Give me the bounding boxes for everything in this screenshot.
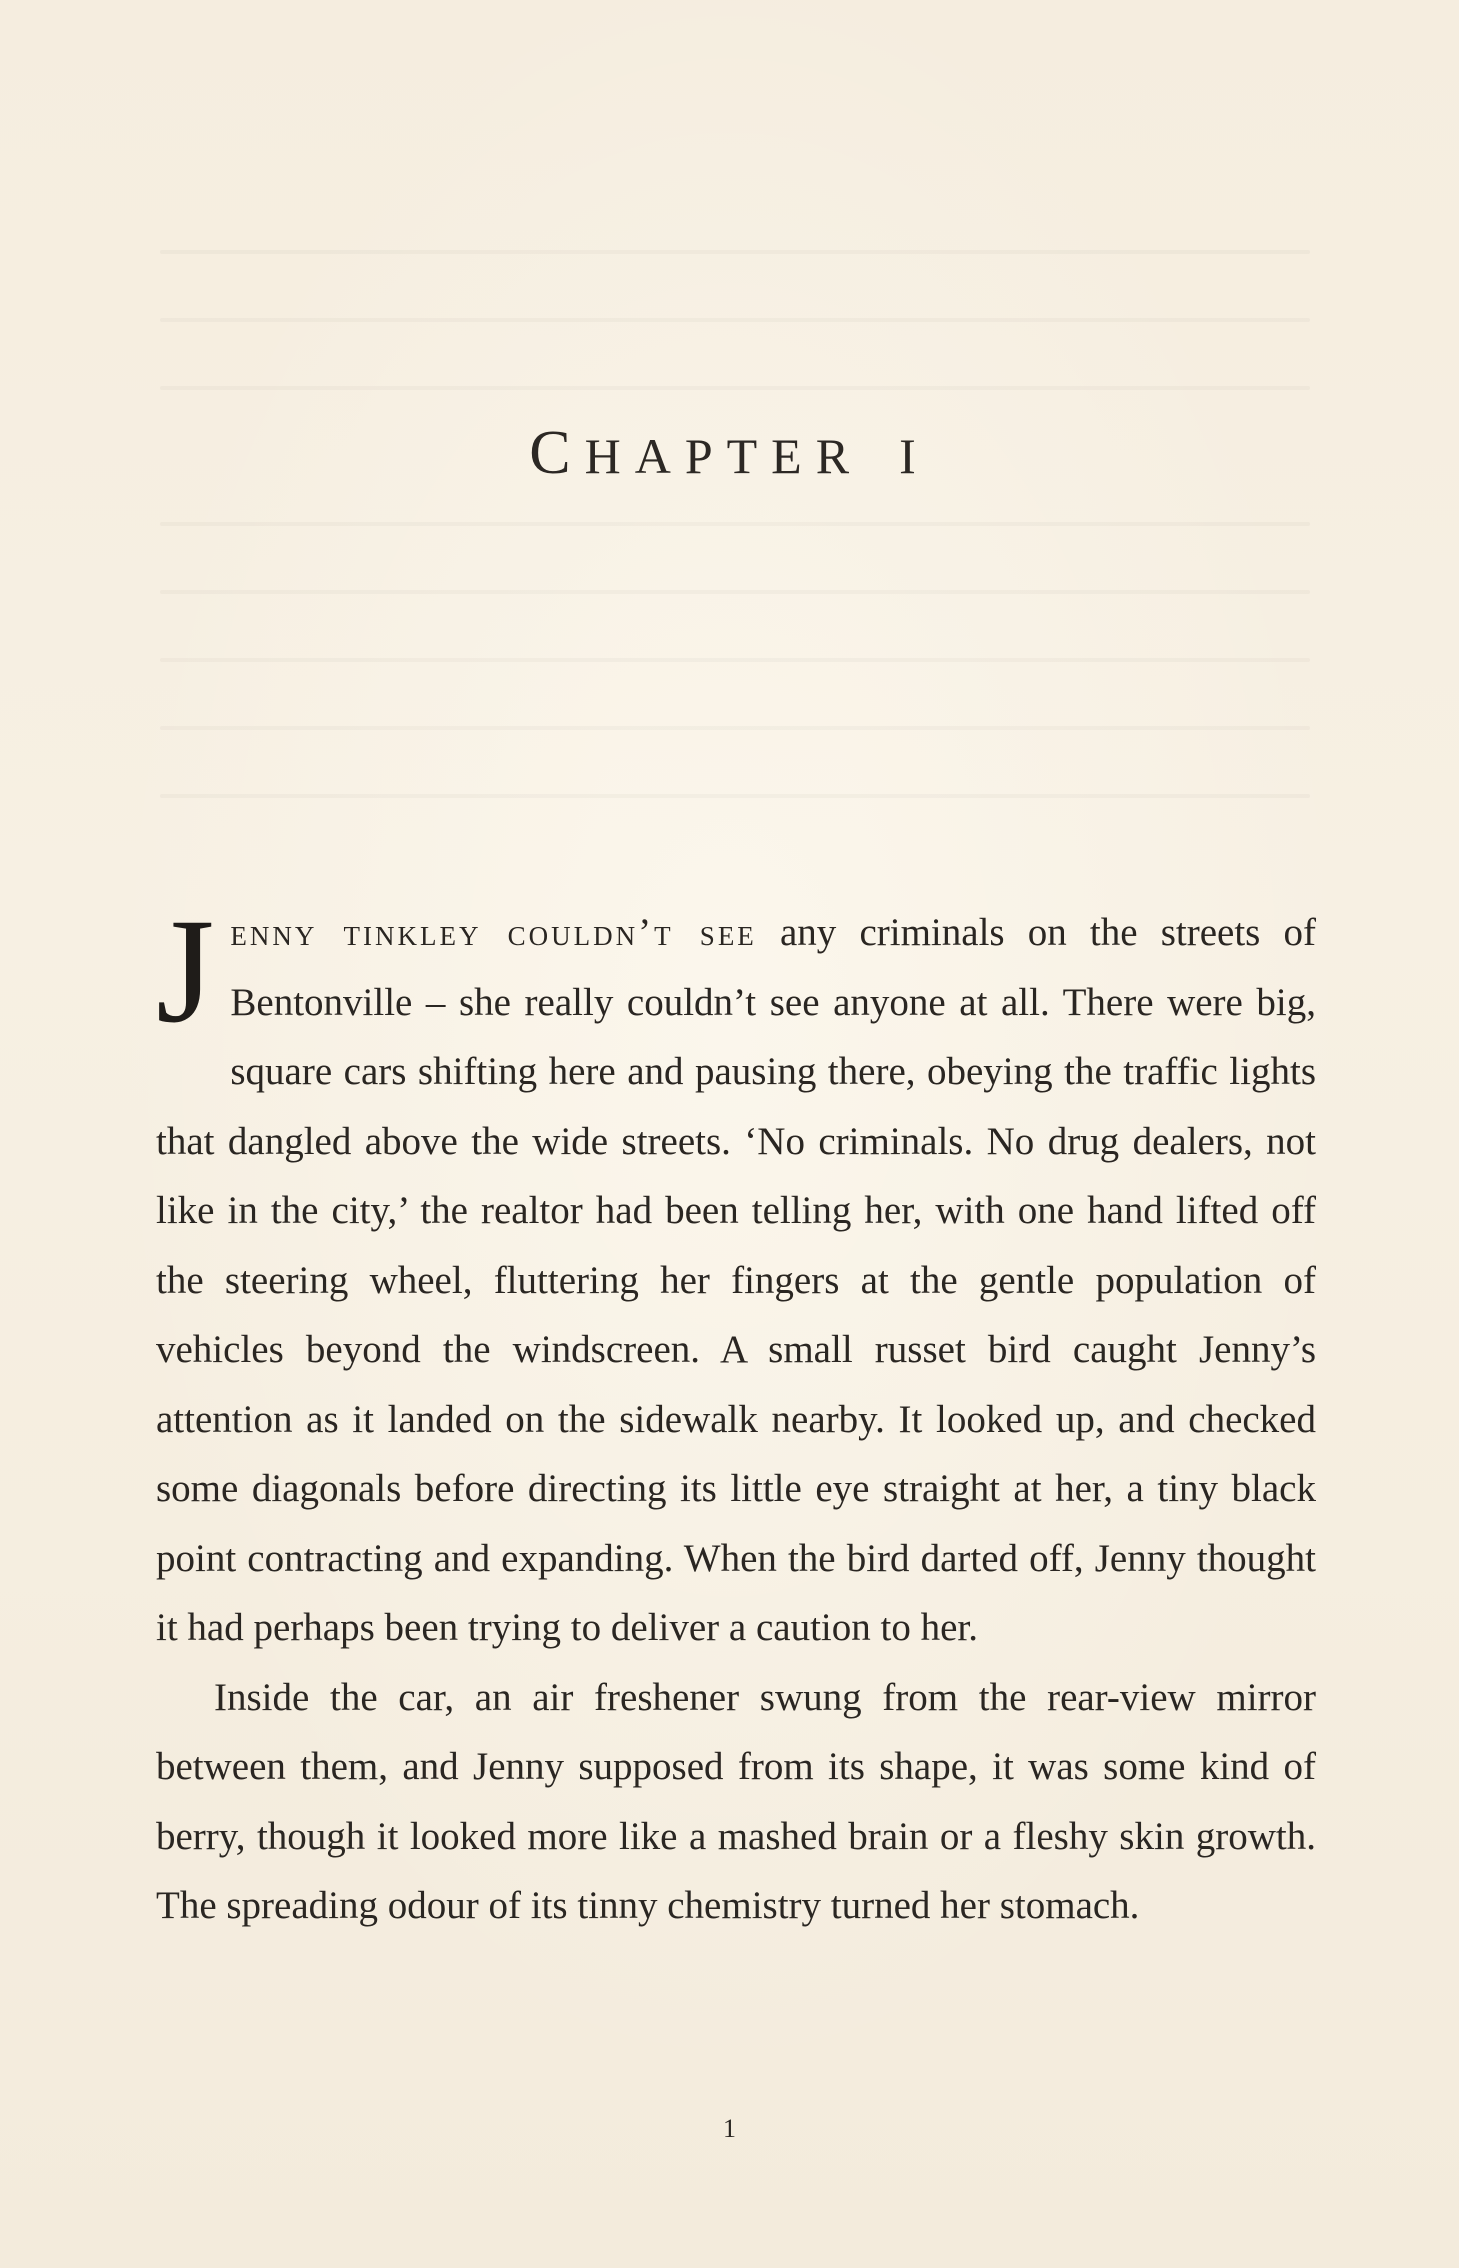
chapter-number: I <box>899 428 930 484</box>
chapter-heading-initial: C <box>529 419 585 487</box>
drop-cap: J <box>156 888 215 1054</box>
chapter-body <box>156 888 1317 1941</box>
chapter-heading-word: HAPTER <box>584 428 864 484</box>
show-through-line <box>160 726 1310 730</box>
show-through-line <box>160 590 1310 594</box>
show-through-line <box>160 522 1310 526</box>
paragraph-first-text: any criminals on the streets of Bentonville – she really couldn’t see anyone at all. There were big, square cars shifting here and pausing there, obeying the traffic lights that dangled above the wide streets. ‘No criminals. No drug dealers, not like in the city,’ the realtor had been telling her, with one hand lifted off the steering wheel, fluttering her fingers at the gentle population of vehicles beyond the windscreen. A small russet bird caught Jenny’s attention as it landed on the sidewalk nearby. It looked up, and checked some diagonals before directing its little eye straight at her, a tiny black point contracting and expanding. When the bird darted off, Jenny thought it had perhaps been trying to deliver a caution to her. <box>156 911 1317 1649</box>
page-number: 1 <box>723 2114 736 2143</box>
smallcaps-lead: enny tinkley couldn’t see <box>230 911 757 954</box>
show-through-line <box>160 658 1310 662</box>
chapter-heading <box>0 418 1459 489</box>
paragraph-first <box>156 888 1317 1663</box>
paragraph-second: Inside the car, an air freshener swung from the rear-view mirror between them, and Jenny supposed from its shape, it was some kind of berry, though it looked more like a mashed brain or a fleshy skin growth. The spreading odour of its tinny chemistry turned her stomach. <box>156 1675 1316 1927</box>
show-through-line <box>160 386 1310 390</box>
show-through-line <box>160 318 1310 322</box>
show-through-line <box>160 250 1310 254</box>
show-through-line <box>160 794 1310 798</box>
